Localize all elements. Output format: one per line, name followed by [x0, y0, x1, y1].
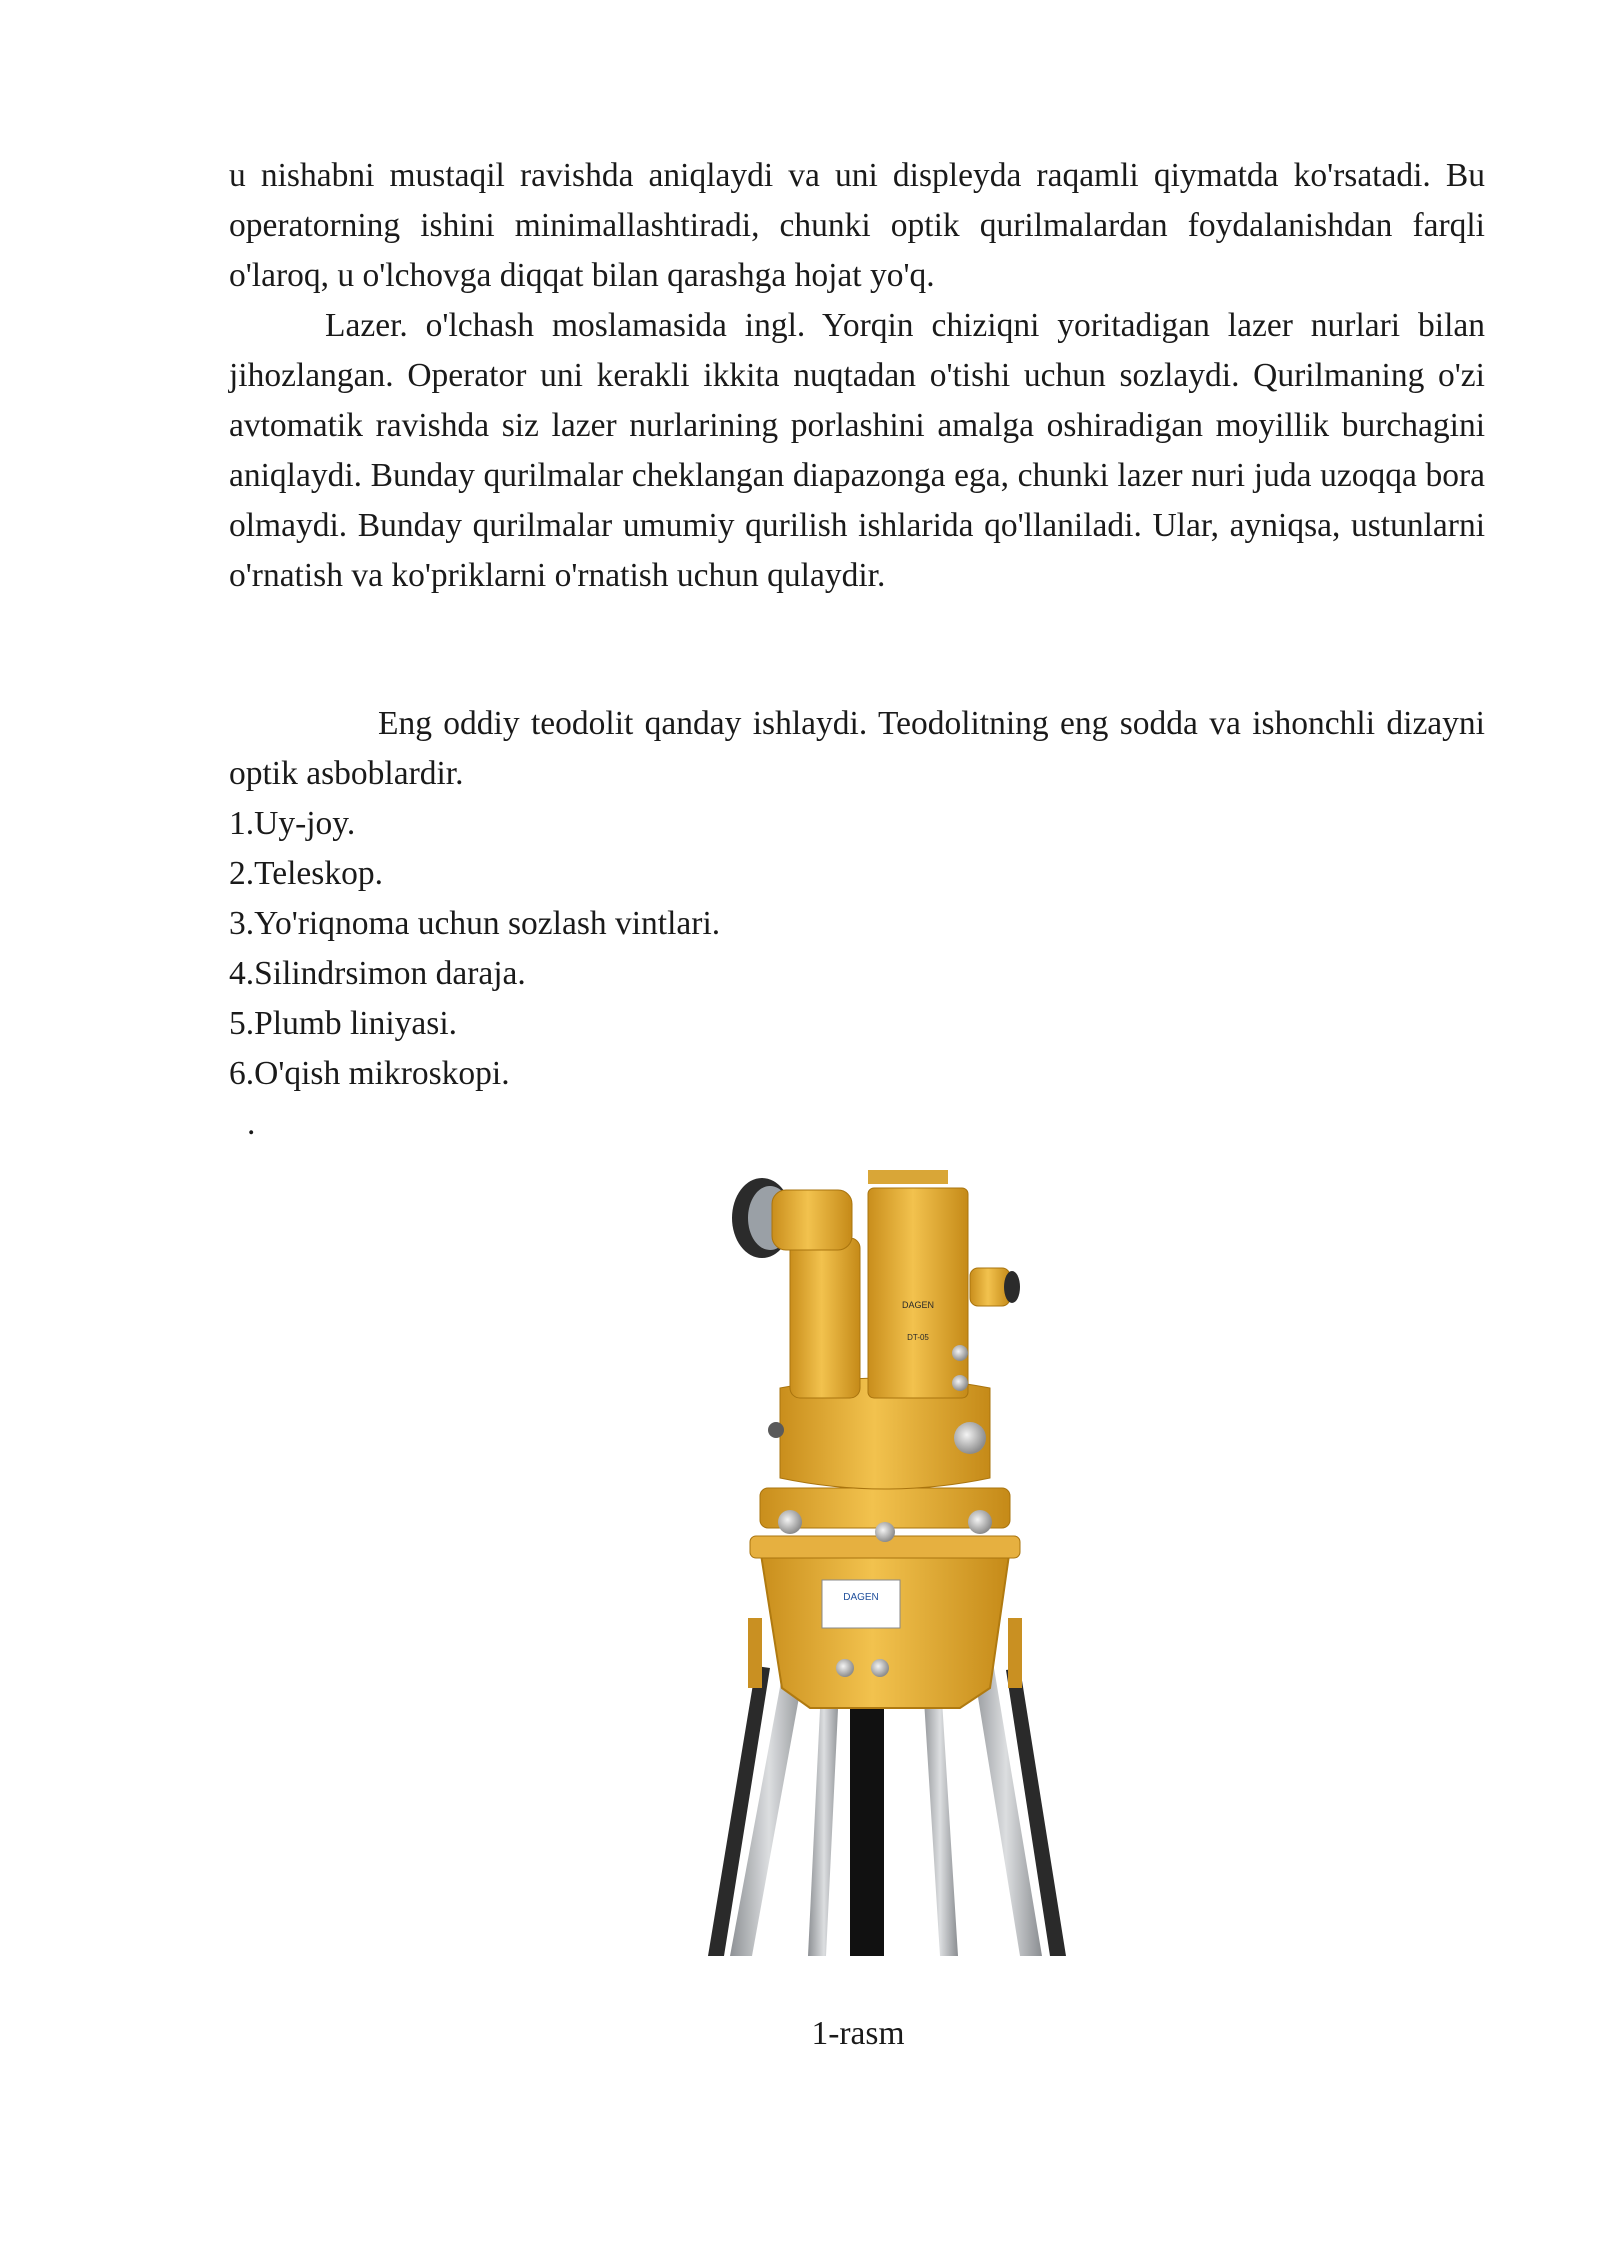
tripod-head	[748, 1536, 1022, 1708]
list-item: 4.Silindrsimon daraja.	[229, 955, 526, 992]
list-item: 5.Plumb liniyasi.	[229, 1005, 458, 1042]
figure-caption: 1-rasm	[811, 2015, 905, 2052]
svg-text:DAGEN: DAGEN	[901, 1300, 935, 1310]
tribrach	[760, 1488, 1010, 1542]
list-item: 2.Teleskop.	[229, 855, 383, 892]
list-item: 6.O'qish mikroskopi.	[229, 1055, 510, 1092]
list-item: 1.Uy-joy.	[229, 805, 356, 842]
svg-text:DT-05: DT-05	[907, 1333, 929, 1342]
paragraph-2: Lazer. o'lchash moslamasida ingl. Yorqin chiziqni yoritadigan lazer nurlari bilan jihozlangan. Operator uni kerakli ikkita nuqtadan o'tishi uchun sozlaydi. Qurilmaning o'zi avtomatik ravishda siz lazer nurlarining porlashini amalga oshiradigan moyillik burchagini aniqlaydi. Bunday qurilmalar cheklangan diapazonga ega, chunki lazer nuri juda uzoqqa bora olmaydi. Bunday qurilmalar umumiy qurilish ishlarida qo'llaniladi. Ular, ayniqsa, ustunlarni o'rnatish va ko'priklarni o'rnatish uchun qulaydir.	[229, 307, 1485, 594]
list-item: 3.Yo'riqnoma uchun sozlash vintlari.	[229, 905, 721, 942]
parts-list	[229, 799, 720, 1099]
stray-dot: .	[247, 1105, 256, 1142]
svg-text:DAGEN: DAGEN	[843, 1592, 879, 1603]
paragraph-1: u nishabni mustaqil ravishda aniqlaydi va uni displeyda raqamli qiymatda ko'rsatadi. Bu operatorning ishini minimallashtiradi, chunki optik qurilmalardan foydalanishdan farqli o'laroq, u o'lchovga diqqat bilan qarashga hojat yo'q.	[229, 157, 1485, 294]
paragraph-3: Eng oddiy teodolit qanday ishlaydi. Teodolitning eng sodda va ishonchli dizayni optik asboblardir.	[229, 705, 1485, 792]
theodolite-image	[690, 1148, 1080, 1956]
